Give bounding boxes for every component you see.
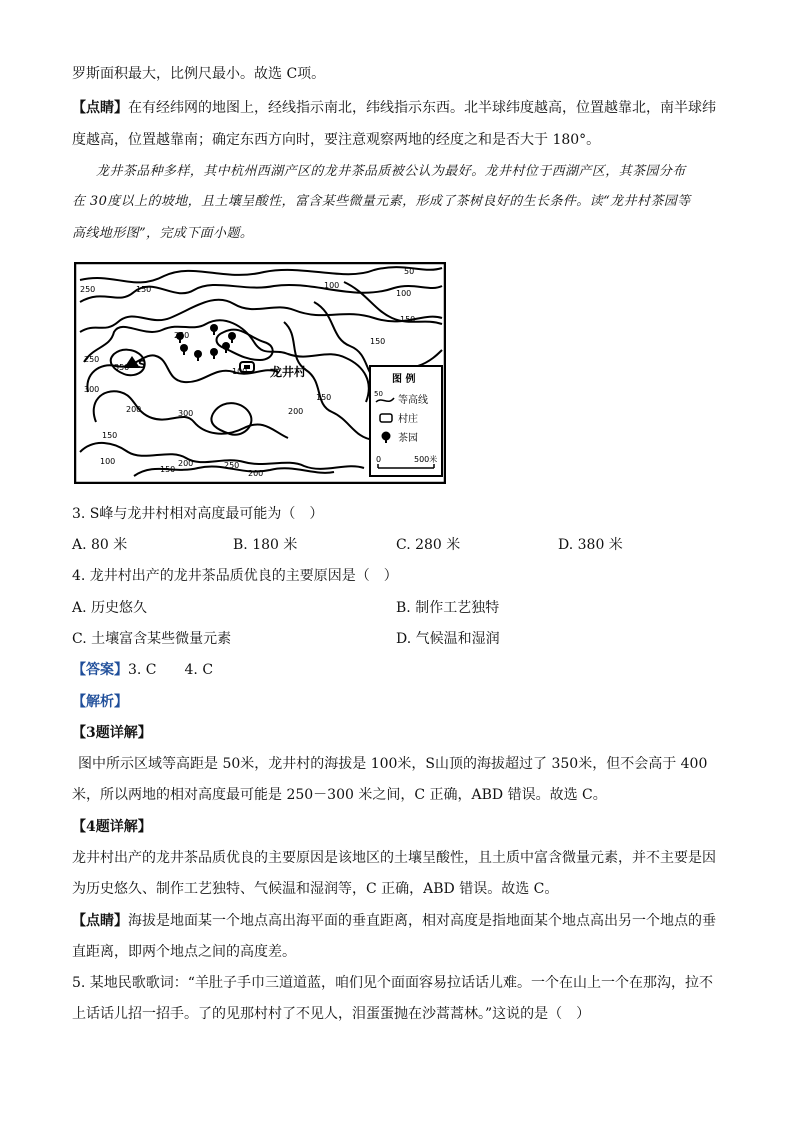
detail-4-line: 为历史悠久、制作工艺独特、气候温和湿润等，C 正确，ABD 错误。故选 C。 (72, 881, 559, 897)
analysis-label: 【解析】 (72, 694, 128, 710)
svg-text:200: 200 (126, 405, 142, 414)
detail-4-line: 龙井村出产的龙井茶品质优良的主要原因是该地区的土壤呈酸性，且土质中富含微量元素，并不主要是因 (72, 850, 716, 866)
svg-text:150: 150 (370, 337, 386, 346)
passage-line: 在 30度以上的坡地，且土壤呈酸性，富含某些微量元素，形成了茶树良好的生长条件。读“龙井村茶园等 (72, 194, 691, 209)
svg-text:150: 150 (102, 431, 118, 440)
svg-text:200: 200 (178, 459, 194, 468)
svg-text:100: 100 (396, 289, 412, 298)
svg-text:300: 300 (178, 409, 194, 418)
map-legend (370, 366, 442, 476)
svg-text:50: 50 (374, 390, 383, 398)
svg-text:等高线: 等高线 (398, 395, 428, 406)
svg-text:200: 200 (288, 407, 304, 416)
svg-text:100: 100 (232, 367, 248, 376)
contour-map (74, 262, 446, 484)
question-3-stem: 3. S峰与龙井村相对高度最可能为（ ） (72, 506, 324, 522)
comment-2-text: 海拔是地面某一个地点高出海平面的垂直距离，相对高度是指地面某个地点高出另一个地点的垂 (128, 913, 716, 929)
detail-3-label: 【3题详解】 (72, 725, 152, 741)
q4-option-a: A. 历史悠久 (72, 600, 148, 616)
text-line: 罗斯面积最大，比例尺最小。故选 C项。 (72, 66, 326, 82)
detail-3-line: 米，所以两地的相对高度最可能是 250－300 米之间，C 正确，ABD 错误。故选 C。 (72, 787, 607, 803)
svg-text:图 例: 图 例 (392, 374, 416, 385)
answer-text: 3. C 4. C (128, 662, 214, 678)
q4-option-b: B. 制作工艺独特 (396, 600, 500, 616)
detail-4-label: 【4题详解】 (72, 819, 152, 835)
text-line: 度越高，位置越靠南；确定东西方向时，要注意观察两地的经度之和是否大于 180°。 (72, 132, 601, 148)
answer-label: 【答案】 (72, 662, 128, 678)
svg-text:250: 250 (174, 331, 190, 340)
svg-text:200: 200 (248, 469, 264, 478)
svg-text:150: 150 (316, 393, 332, 402)
svg-text:250: 250 (80, 285, 96, 294)
svg-text:250: 250 (224, 461, 240, 470)
svg-text:村庄: 村庄 (398, 414, 418, 425)
comment-2-line (72, 911, 716, 931)
svg-text:100: 100 (100, 457, 116, 466)
question-5-line: 上话话儿招一招手。了的见那村村了不见人，泪蛋蛋抛在沙蒿蒿林。”这说的是（ ） (72, 1006, 591, 1022)
svg-text:0: 0 (376, 455, 382, 464)
comment-text: 在有经纬网的地图上，经线指示南北，纬线指示东西。北半球纬度越高，位置越靠北，南半球纬 (128, 100, 716, 116)
detail-3-line: 图中所示区域等高距是 50米，龙井村的海拔是 100米，S山顶的海拔超过了 350米，但不会高于 400 (78, 756, 708, 772)
q4-option-d: D. 气候温和湿润 (396, 631, 500, 647)
svg-text:350: 350 (114, 363, 130, 372)
svg-text:S: S (138, 358, 146, 371)
answer-line (72, 660, 213, 680)
svg-text:150: 150 (400, 315, 416, 324)
svg-text:龙井村: 龙井村 (270, 365, 307, 379)
q3-option-d: D. 380 米 (558, 537, 623, 553)
svg-text:300: 300 (84, 385, 100, 394)
comment-2-line: 直距离，即两个地点之间的高度差。 (72, 944, 296, 960)
svg-text:250: 250 (84, 355, 100, 364)
svg-text:50: 50 (404, 267, 415, 276)
svg-text:150: 150 (160, 465, 176, 474)
question-5-line: 5. 某地民歌歌词：“羊肚子手巾三道道蓝，咱们见个面面容易拉话话儿难。一个在山上一个在那沟，拉不 (72, 975, 713, 991)
q3-option-c: C. 280 米 (396, 537, 461, 553)
svg-text:500米: 500米 (414, 455, 438, 464)
passage-line: 龙井茶品种多样，其中杭州西湖产区的龙井茶品质被公认为最好。龙井村位于西湖产区，其茶园分布 (96, 164, 686, 179)
passage-line: 高线地形图”，完成下面小题。 (72, 226, 254, 241)
q4-option-c: C. 土壤富含某些微量元素 (72, 631, 232, 647)
svg-text:150: 150 (136, 285, 152, 294)
comment-label: 【点睛】 (72, 100, 128, 116)
question-4-stem: 4. 龙井村出产的龙井茶品质优良的主要原因是（ ） (72, 568, 398, 584)
q3-option-a: A. 80 米 (72, 537, 128, 553)
comment-line (72, 98, 716, 118)
q3-option-b: B. 180 米 (233, 537, 298, 553)
svg-text:茶园: 茶园 (398, 433, 418, 444)
comment-2-label: 【点睛】 (72, 913, 128, 929)
svg-text:100: 100 (324, 281, 340, 290)
